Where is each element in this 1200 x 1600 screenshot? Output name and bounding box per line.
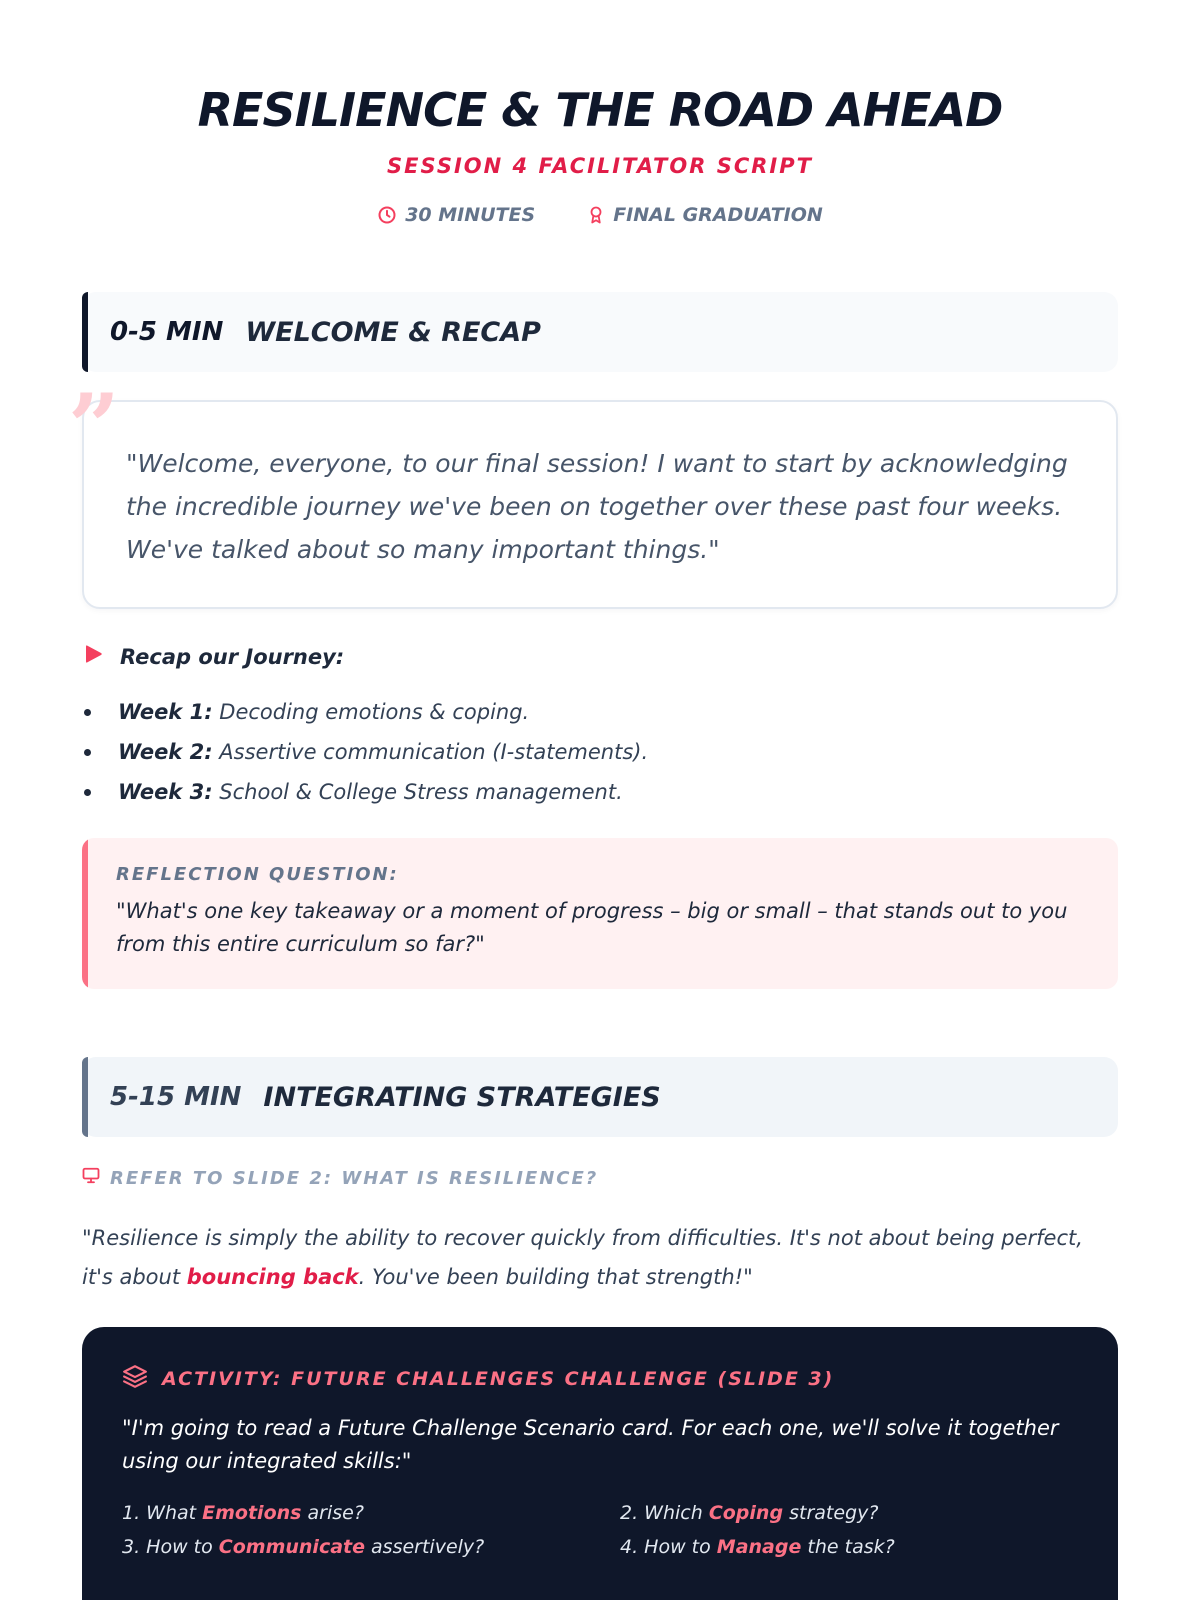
week-text: Decoding emotions & coping. bbox=[219, 700, 530, 724]
activity-heading bbox=[122, 1363, 1078, 1394]
page-subtitle: SESSION 4 FACILITATOR SCRIPT bbox=[387, 154, 813, 178]
step-text: the task? bbox=[801, 1536, 895, 1558]
section-time: 0-5 MIN bbox=[110, 317, 224, 347]
step-text: arise? bbox=[301, 1502, 364, 1524]
step-keyword: Manage bbox=[716, 1536, 802, 1558]
slide-reference bbox=[82, 1167, 1118, 1189]
step-text: 2. Which bbox=[620, 1502, 709, 1524]
week-text: School & College Stress management. bbox=[219, 780, 623, 804]
reflection-label: REFLECTION QUESTION: bbox=[116, 864, 399, 885]
activity-card bbox=[82, 1327, 1118, 1600]
meta-row bbox=[82, 204, 1118, 226]
duration-label: 30 MINUTES bbox=[405, 204, 536, 226]
step-keyword: Communicate bbox=[218, 1536, 365, 1558]
step-text: strategy? bbox=[783, 1502, 879, 1524]
week-label: Week 1: bbox=[118, 700, 213, 724]
duration-meta bbox=[377, 204, 535, 226]
activity-step bbox=[122, 1502, 580, 1524]
page-title: RESILIENCE & THE ROAD AHEAD bbox=[197, 83, 1003, 137]
resilience-script bbox=[82, 1219, 1118, 1297]
activity-step bbox=[620, 1536, 1078, 1558]
reflection-callout bbox=[82, 838, 1118, 989]
list-item bbox=[82, 732, 1118, 772]
activity-quote: "I'm going to read a Future Challenge Scenario card. For each one, we'll solve it together using our integrated skills:" bbox=[122, 1416, 1059, 1473]
slide-reference-label: REFER TO SLIDE 2: WHAT IS RESILIENCE? bbox=[110, 1167, 599, 1189]
step-keyword: Coping bbox=[708, 1502, 784, 1524]
section-title: INTEGRATING STRATEGIES bbox=[263, 1081, 661, 1113]
list-item bbox=[82, 692, 1118, 732]
week-text: Assertive communication (I-statements). bbox=[219, 740, 649, 764]
clock-icon bbox=[377, 205, 397, 225]
resilience-text-start: "Resilience is simply the ability to recover quickly from difficulties. It's not about being perfect, it's about bbox=[82, 1226, 1083, 1289]
step-keyword: Emotions bbox=[202, 1502, 302, 1524]
section-title: WELCOME & RECAP bbox=[245, 316, 541, 348]
award-icon bbox=[587, 205, 605, 225]
play-icon bbox=[82, 643, 104, 670]
welcome-quote-card bbox=[68, 374, 1118, 609]
graduation-label: FINAL GRADUATION bbox=[613, 204, 823, 226]
step-text: 3. How to bbox=[122, 1536, 219, 1558]
reflection-question: "What's one key takeaway or a moment of progress – big or small – that stands out to you from this entire curriculum so far?" bbox=[116, 899, 1068, 956]
resilience-highlight: bouncing back bbox=[186, 1265, 359, 1289]
step-text: assertively? bbox=[365, 1536, 485, 1558]
activity-step bbox=[620, 1502, 1078, 1524]
step-text: 1. What bbox=[122, 1502, 203, 1524]
layers-icon bbox=[122, 1363, 148, 1394]
recap-heading-label: Recap our Journey: bbox=[120, 644, 345, 669]
activity-step bbox=[122, 1536, 580, 1558]
recap-heading bbox=[82, 643, 1118, 670]
list-item bbox=[82, 772, 1118, 812]
recap-list bbox=[82, 692, 1118, 812]
section-time: 5-15 MIN bbox=[110, 1082, 242, 1112]
graduation-meta bbox=[587, 204, 823, 226]
section-header-strategies bbox=[82, 1057, 1118, 1137]
week-label: Week 3: bbox=[118, 780, 213, 804]
resilience-text-end: . You've been building that strength!" bbox=[358, 1265, 753, 1289]
activity-steps bbox=[122, 1502, 1078, 1558]
monitor-icon bbox=[82, 1167, 100, 1189]
activity-title: ACTIVITY: FUTURE CHALLENGES CHALLENGE (SLIDE 3) bbox=[162, 1367, 835, 1390]
step-text: 4. How to bbox=[620, 1536, 717, 1558]
quote-icon: ” bbox=[68, 374, 120, 480]
week-label: Week 2: bbox=[118, 740, 213, 764]
section-header-welcome bbox=[82, 292, 1118, 372]
welcome-quote: "Welcome, everyone, to our final session! I want to start by acknowledging the incredible journey we've been on together over these past four weeks. We've talked about so many important things." bbox=[126, 449, 1068, 564]
